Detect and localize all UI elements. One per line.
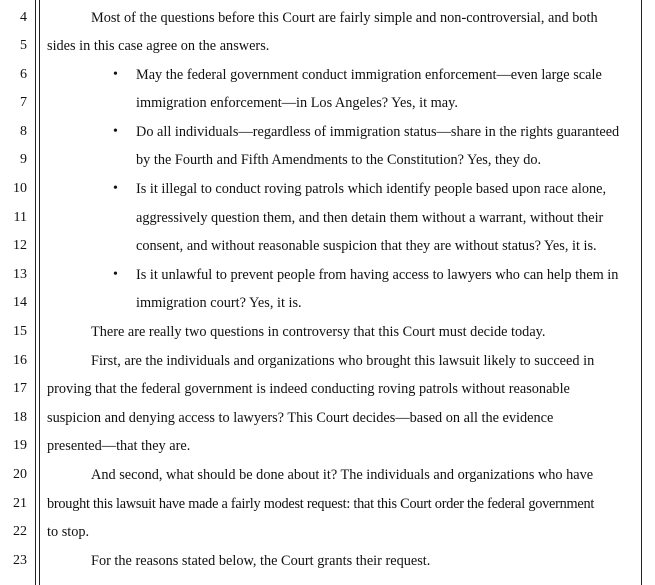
left-margin-rule bbox=[35, 0, 36, 585]
bullet-marker: • bbox=[113, 181, 118, 196]
bullet-marker: • bbox=[113, 124, 118, 139]
text-line: Most of the questions before this Court are fairly simple and non-controversial, and both bbox=[91, 10, 598, 26]
text-line: Is it illegal to conduct roving patrols which identify people based upon race alone, bbox=[136, 181, 607, 197]
left-margin-rule-inner bbox=[39, 0, 40, 585]
text-line: And second, what should be done about it? The individuals and organizations who have bbox=[91, 467, 594, 483]
line-number: 13 bbox=[13, 267, 27, 282]
text-line: immigration court? Yes, it is. bbox=[136, 295, 302, 311]
right-margin-rule bbox=[641, 0, 642, 585]
text-line: sides in this case agree on the answers. bbox=[47, 38, 270, 54]
text-line: First, are the individuals and organizations who brought this lawsuit likely to succeed in bbox=[91, 353, 595, 369]
text-line: Do all individuals—regardless of immigration status—share in the rights guaranteed bbox=[136, 124, 620, 140]
text-line: by the Fourth and Fifth Amendments to the Constitution? Yes, they do. bbox=[136, 152, 542, 168]
text-line: immigration enforcement—in Los Angeles? Yes, it may. bbox=[136, 95, 458, 111]
line-number: 9 bbox=[20, 152, 27, 167]
line-number: 23 bbox=[13, 553, 27, 568]
text-line: aggressively question them, and then detain them without a warrant, without their bbox=[136, 210, 604, 226]
line-number: 12 bbox=[13, 238, 27, 253]
text-line: May the federal government conduct immigration enforcement—even large scale bbox=[136, 67, 602, 83]
line-number: 18 bbox=[13, 410, 27, 425]
line-number: 6 bbox=[20, 67, 27, 82]
text-line: presented—that they are. bbox=[47, 438, 191, 454]
line-number: 4 bbox=[20, 10, 27, 25]
line-number: 20 bbox=[13, 467, 27, 482]
text-line: There are really two questions in controversy that this Court must decide today. bbox=[91, 324, 546, 340]
text-line: proving that the federal government is indeed conducting roving patrols without reasonable bbox=[47, 381, 570, 397]
line-number: 10 bbox=[13, 181, 27, 196]
line-number: 22 bbox=[13, 524, 27, 539]
line-number: 21 bbox=[13, 496, 27, 511]
line-number: 11 bbox=[13, 210, 27, 225]
line-number: 16 bbox=[13, 353, 27, 368]
bullet-marker: • bbox=[113, 67, 118, 82]
text-line: For the reasons stated below, the Court grants their request. bbox=[91, 553, 431, 569]
text-line: suspicion and denying access to lawyers? This Court decides—based on all the evidence bbox=[47, 410, 554, 426]
line-number: 19 bbox=[13, 438, 27, 453]
line-number: 8 bbox=[20, 124, 27, 139]
line-number: 15 bbox=[13, 324, 27, 339]
text-line: Is it unlawful to prevent people from having access to lawyers who can help them in bbox=[136, 267, 619, 283]
line-number: 17 bbox=[13, 381, 27, 396]
line-number: 5 bbox=[20, 38, 27, 53]
line-number: 7 bbox=[20, 95, 27, 110]
text-line: brought this lawsuit have made a fairly modest request: that this Court order the federal government bbox=[47, 496, 595, 512]
text-line: consent, and without reasonable suspicion that they are without status? Yes, it is. bbox=[136, 238, 597, 254]
text-line: to stop. bbox=[47, 524, 90, 540]
line-number: 14 bbox=[13, 295, 27, 310]
bullet-marker: • bbox=[113, 267, 118, 282]
